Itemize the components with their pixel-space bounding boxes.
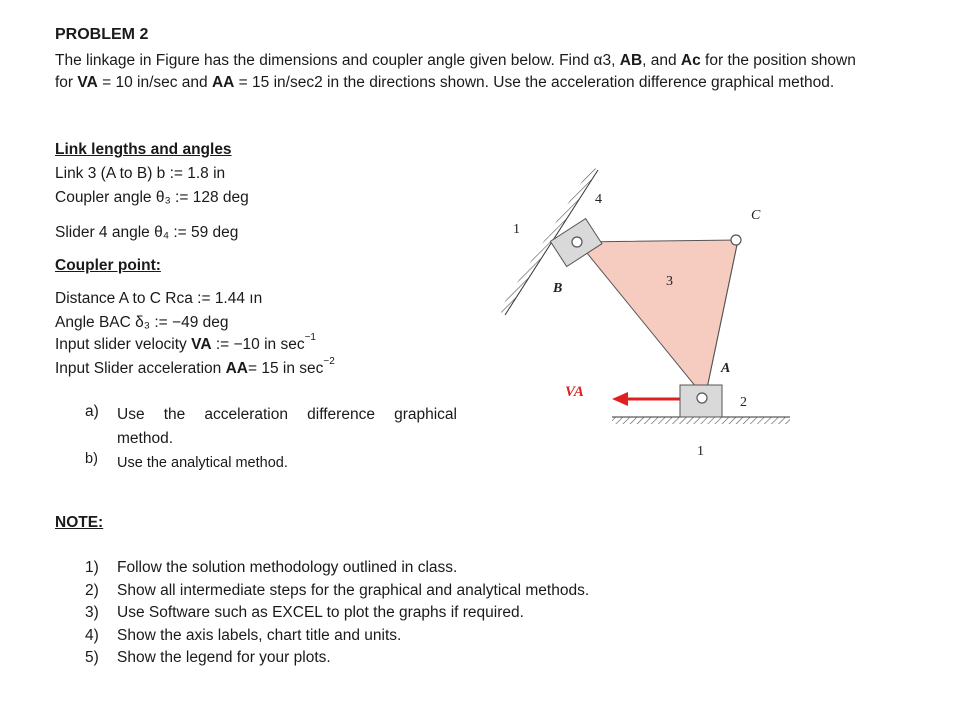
aa-symbol: AA [211,74,235,91]
label-link-3: 3 [666,274,673,289]
note-item [85,647,589,670]
alpha3-symbol: α3 [593,52,612,69]
velocity-label: Input slider velocity [55,336,192,353]
question-item [85,403,485,451]
label-link-4: 4 [595,192,602,207]
pin-c [731,235,741,245]
accel-symbol: AA [225,360,248,377]
intro-comma-2: , and [642,52,681,69]
note-item [85,625,589,648]
velocity-symbol: VA [191,336,212,353]
ab-symbol: AB [619,52,643,69]
label-link-2: 2 [740,395,747,410]
note-text: Show the legend for your plots. [117,649,331,667]
accel-label: Input Slider acceleration [55,360,226,377]
problem-statement [55,50,875,94]
intro-comma-1: , [611,52,620,69]
coupler-link-3 [578,240,738,398]
label-ground-1-bottom: 1 [697,444,704,459]
accel-value: = 15 in sec [248,360,324,377]
coupler-angle: Coupler angle θ₃ := 128 deg [55,189,249,206]
note-text: Show all intermediate steps for the graphical and analytical methods. [117,581,590,599]
coupler-point-heading: Coupler point: [55,257,161,274]
link3-length: Link 3 (A to B) b := 1.8 in [55,165,226,182]
question-list [85,403,485,475]
intro-text-4: = 15 in/sec2 in the directions shown. Use the acceleration difference graphical method. [234,74,835,91]
question-text: Use the analytical method. [117,455,288,471]
label-point-b: B [553,281,563,296]
note-item [85,580,589,603]
note-number: 1) [85,559,99,576]
note-text: Show the axis labels, chart title and units. [117,626,402,644]
question-label: b) [85,451,98,467]
intro-text-1: The linkage in Figure has the dimensions and coupler angle given below. Find [55,52,594,69]
angle-bac: Angle BAC δ₃ := −49 deg [55,314,229,331]
question-label: a) [85,403,99,420]
note-number: 2) [85,581,99,599]
intro-text-2: for the position shown for [55,52,856,91]
velocity-exponent: −1 [304,332,316,343]
input-velocity [55,332,316,354]
label-point-a: A [721,361,731,376]
distance-a-to-c: Distance A to C Rca := 1.44 ın [55,290,263,307]
va-symbol: VA [77,74,98,91]
horizontal-ground [612,417,790,424]
note-text: Follow the solution methodology outlined in class. [117,559,458,576]
slider-angle: Slider 4 angle θ₄ := 59 deg [55,224,239,241]
note-text: Use Software such as EXCEL to plot the graphs if required. [117,604,524,622]
note-item [85,602,589,625]
intro-text-3: = 10 in/sec and [97,74,212,91]
question-item [85,451,485,475]
note-item [85,557,589,580]
problem-title: PROBLEM 2 [55,26,149,43]
velocity-arrow [612,392,680,406]
note-heading: NOTE: [55,514,104,531]
note-list [85,557,589,670]
pin-b [572,237,582,247]
note-number: 3) [85,604,99,622]
linkage-figure [500,160,800,470]
label-point-c: C [751,208,761,223]
pin-a [697,393,707,403]
ac-symbol: Ac [680,52,701,69]
note-number: 5) [85,649,99,667]
input-acceleration [55,356,335,378]
velocity-value: := −10 in sec [211,336,305,353]
label-ground-1-top: 1 [513,222,520,237]
label-velocity-va: VA [565,384,584,400]
question-text: Use the acceleration difference graphical method. [117,406,457,447]
link-lengths-heading: Link lengths and angles [55,141,232,158]
note-number: 4) [85,626,99,644]
accel-exponent: −2 [323,356,335,367]
